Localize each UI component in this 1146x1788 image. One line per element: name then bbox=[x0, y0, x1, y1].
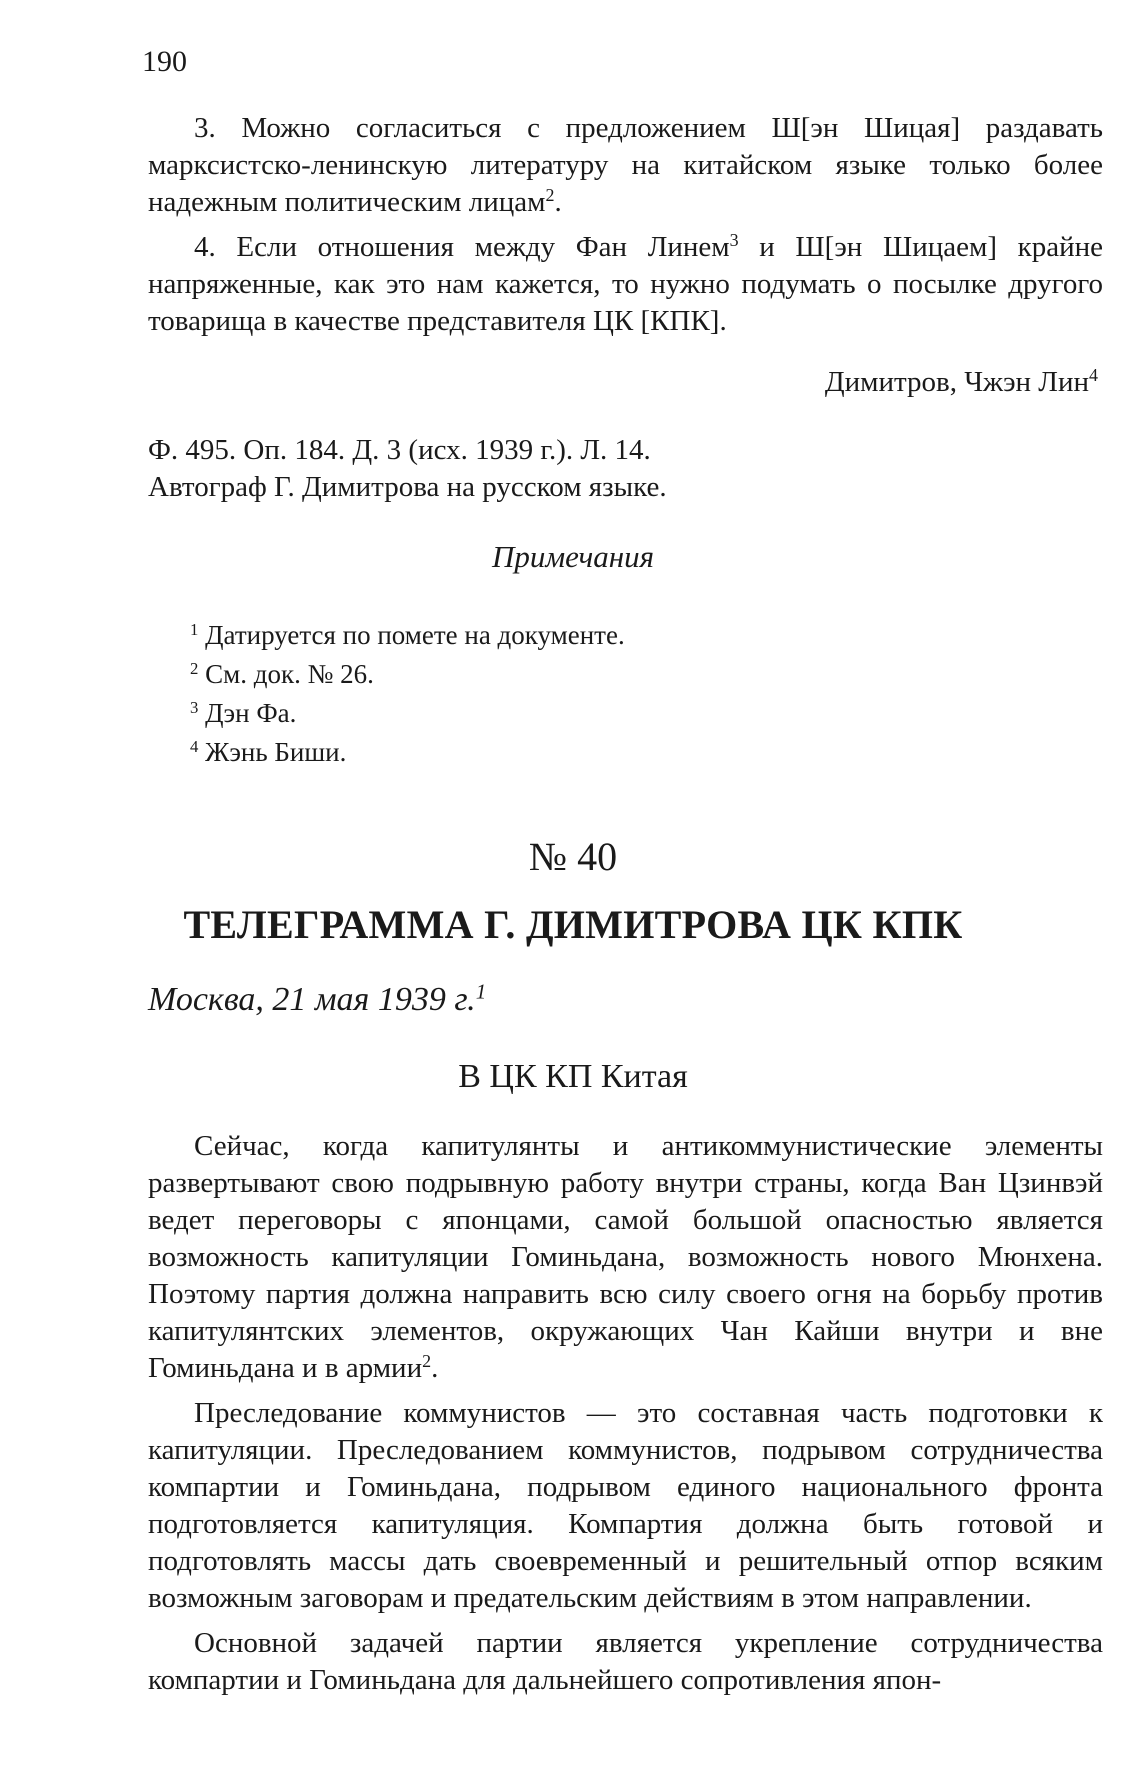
archive-reference-block bbox=[148, 432, 1103, 506]
notes-title: Примечания bbox=[491, 539, 655, 574]
item-4-text-b: и Ш[эн Шицаем] крайне напряженные, как это нам кажется, то нужно подумать о посылке другого товарища в качестве представителя ЦК [КПК]. bbox=[148, 231, 1103, 337]
signature bbox=[825, 362, 1098, 402]
note-text: Жэнь Биши. bbox=[205, 737, 347, 767]
note-text: См. док. № 26. bbox=[205, 659, 374, 689]
body-paragraph-1 bbox=[148, 1128, 1103, 1387]
note-text: Дэн Фа. bbox=[205, 698, 297, 728]
note-number: 2 bbox=[190, 658, 199, 678]
place-date-text: Москва, 21 мая 1939 г. bbox=[148, 981, 476, 1018]
note-ref: 2 bbox=[422, 1351, 432, 1372]
archive-reference: Ф. 495. Оп. 184. Д. 3 (исх. 1939 г.). Л. 14. bbox=[148, 434, 651, 466]
archive-description: Автограф Г. Димитрова на русском языке. bbox=[148, 471, 667, 503]
body-paragraph-1-text: Сейчас, когда капитулянты и антикоммунистические элементы развертывают свою подрывную работу внутри страны, когда Ван Цзинвэй ведет переговоры с японцами, самой большой опасностью является возможность капитуляции Гоминьдана, возможность нового Мюнхена. Поэтому партия должна направить всю силу своего огня на борьбу против капитулянтских элементов, окружающих Чан Кайши внутри и вне Гоминьдана и в армии bbox=[148, 1130, 1103, 1384]
note-text: Датируется по помете на документе. bbox=[205, 620, 625, 650]
telegram-body bbox=[148, 1128, 1103, 1707]
item-4-paragraph bbox=[148, 229, 1103, 340]
note-number: 3 bbox=[190, 697, 199, 717]
signature-text: Димитров, Чжэн Лин bbox=[824, 366, 1090, 398]
note-item bbox=[190, 694, 625, 733]
note-ref: 3 bbox=[729, 230, 739, 251]
note-item bbox=[190, 655, 625, 694]
note-ref: 1 bbox=[475, 979, 487, 1004]
body-paragraph-3: Основной задачей партии является укрепление сотрудничества компартии и Гоминьдана для дальнейшего сопротивления япон- bbox=[148, 1627, 1103, 1696]
note-item bbox=[190, 616, 625, 655]
body-paragraph-2: Преследование коммунистов — это составная часть подготовки к капитуляции. Преследованием коммунистов, подрывом сотрудничества компартии и Гоминьдана, подрывом единого национального фронта подготовляется капитуляция. Компартия должна быть готовой и подготовлять массы дать своевременный и решительный отпор всяким возможным заговорам и предательским действиям в этом направлении. bbox=[148, 1397, 1103, 1614]
document-number: № 40 bbox=[528, 834, 618, 879]
note-ref: 4 bbox=[1089, 365, 1098, 386]
previous-document-ending bbox=[148, 110, 1103, 348]
page-number: 190 bbox=[142, 45, 187, 78]
item-3-paragraph bbox=[148, 110, 1103, 221]
body-paragraph-1-end: . bbox=[431, 1352, 439, 1384]
note-number: 4 bbox=[190, 736, 199, 756]
note-ref: 2 bbox=[545, 185, 555, 206]
note-item bbox=[190, 733, 625, 772]
item-3-end: . bbox=[554, 186, 562, 218]
item-4-text-a: 4. Если отношения между Фан Линем bbox=[194, 231, 730, 263]
document-title: ТЕЛЕГРАММА Г. ДИМИТРОВА ЦК КПК bbox=[183, 902, 963, 947]
item-3-text: 3. Можно согласиться с предложением Ш[эн Шицая] раздавать марксистско-ленинскую литературу на китайском языке только более надежным политическим лицам bbox=[148, 112, 1103, 218]
addressee: В ЦК КП Китая bbox=[458, 1058, 688, 1095]
place-date bbox=[148, 978, 486, 1022]
notes-list bbox=[190, 616, 625, 772]
note-number: 1 bbox=[190, 619, 199, 639]
